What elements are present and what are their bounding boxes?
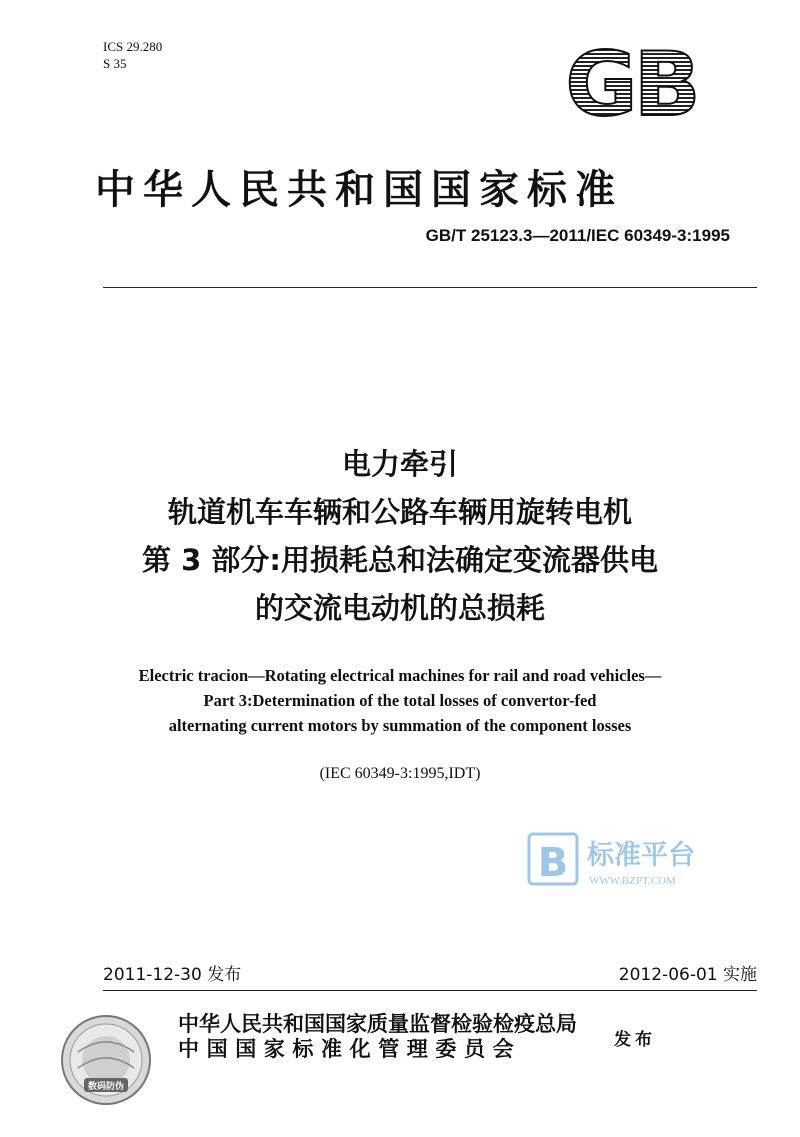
english-title-line: Electric tracion—Rotating electrical machines for rail and road vehicles— <box>138 666 662 685</box>
gb-logo-text: GB <box>565 45 697 125</box>
english-title-line: Part 3:Determination of the total losses of convertor-fed <box>203 691 597 710</box>
ics-code: ICS 29.280 <box>103 39 163 54</box>
chinese-title-line: 轨道机车车辆和公路车辆用旋转电机 <box>167 495 632 529</box>
english-title <box>60 663 740 738</box>
watermark-logo <box>527 830 727 890</box>
issuer-line: 中华人民共和国国家质量监督检验检疫总局 <box>178 1012 577 1036</box>
watermark-b-icon: B <box>537 840 569 886</box>
watermark-url: WWW.BZPT.COM <box>589 875 676 887</box>
issuer-line: 中国国家标准化管理委员会 <box>178 1037 522 1061</box>
chinese-title <box>60 440 740 632</box>
chinese-title-line: 第 3 部分:用损耗总和法确定变流器供电 <box>142 543 658 577</box>
english-title-line: alternating current motors by summation of the component losses <box>168 716 632 735</box>
implementation-date: 2012-06-01 实施 <box>618 965 757 985</box>
release-date: 2011-12-30 发布 <box>103 965 242 985</box>
footer-divider <box>103 990 757 991</box>
seal-label: 数码防伪 <box>87 1082 125 1092</box>
issuing-authorities <box>178 1012 577 1062</box>
publish-label: 发布 <box>614 1030 656 1050</box>
national-standard-heading: 中华人民共和国国家标准 <box>95 167 623 213</box>
watermark-text: 标准平台 <box>587 840 695 871</box>
standard-number: GB/T 25123.3—2011/IEC 60349-3:1995 <box>425 226 730 245</box>
gb-logo <box>552 45 710 125</box>
classification-codes <box>103 38 162 72</box>
anti-counterfeit-seal <box>58 1012 154 1108</box>
header-divider <box>103 287 757 288</box>
equivalence-note: (IEC 60349-3:1995,IDT) <box>319 765 481 782</box>
category-code: S 35 <box>103 56 127 71</box>
chinese-title-line: 的交流电动机的总损耗 <box>254 591 545 625</box>
chinese-title-line: 电力牵引 <box>341 447 458 481</box>
